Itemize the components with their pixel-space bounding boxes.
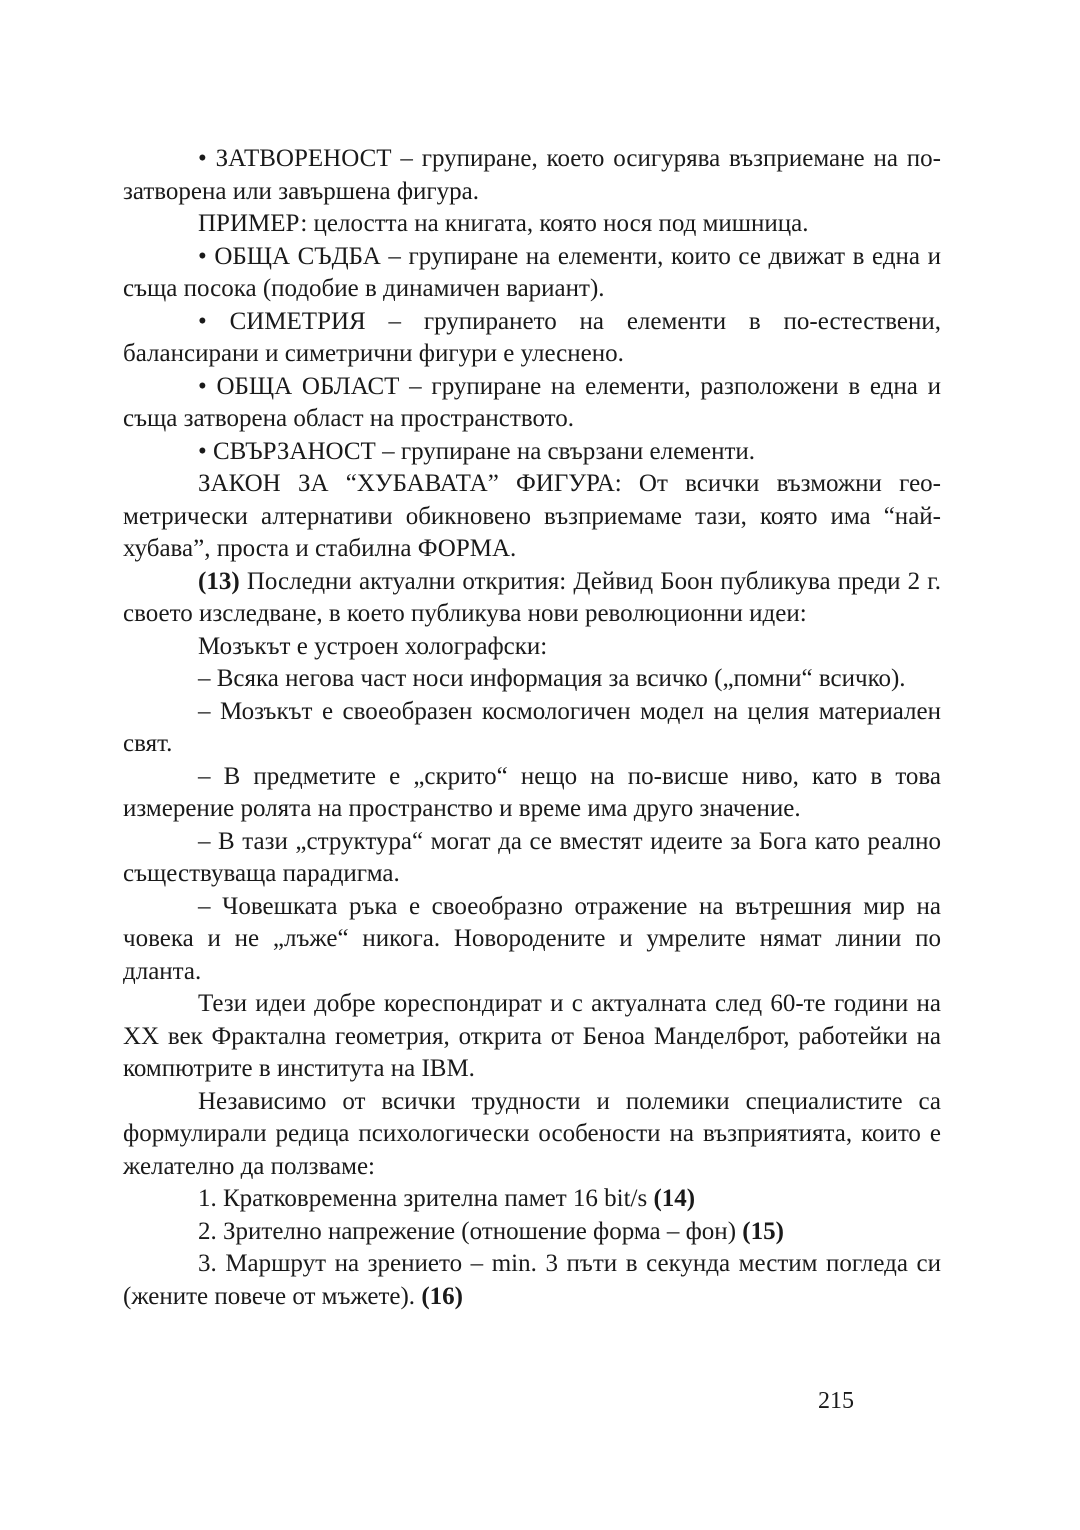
- list-item: [123, 891, 941, 989]
- page-number: 215: [818, 1388, 854, 1414]
- paragraph-text: – Човешката ръка е своеобразно отражение на вътрешния мир на човека и не „лъже“ никога. Новородените и умрелите нямат линии по дланта.: [123, 892, 941, 985]
- numbered-item: [123, 1183, 941, 1216]
- numbered-item: [123, 1248, 941, 1313]
- paragraph-text: 2. Зрително напрежение (отношение форма – фон): [198, 1217, 743, 1245]
- page-body: [123, 143, 941, 1313]
- paragraph-text: 3. Маршрут на зрението – min. 3 пъти в секунда местим погледа си (жените повече от мъжете).: [123, 1250, 941, 1310]
- paragraph-recent-discoveries: [123, 566, 941, 631]
- paragraph-common-region: [123, 371, 941, 436]
- paragraph-text: 1. Кратковременна зрителна памет 16 bit/s: [198, 1185, 654, 1212]
- paragraph-text: • СВЪРЗАНОСТ – групиране на свързани елементи.: [198, 437, 756, 465]
- list-item: [123, 663, 941, 696]
- list-item: [123, 826, 941, 891]
- paragraph-perception-features: [123, 1086, 941, 1184]
- paragraph-holographic-brain: [123, 631, 941, 664]
- list-item: [123, 761, 941, 826]
- paragraph-text: – Всяка негова част носи информация за всичко („помни“ всичко).: [198, 665, 906, 692]
- reference-number: (16): [421, 1282, 463, 1310]
- paragraph-text: – В тази „структура“ могат да се вместят идеите за Бога като реално съществуваща парадигма.: [123, 827, 941, 887]
- paragraph-text: • СИМЕТРИЯ – групирането на елементи в по-естествени, балансирани и симетрични фигури е улеснено.: [123, 307, 941, 367]
- paragraph-text: • ОБЩА ОБЛАСТ – групиране на елементи, разположени в една и съща затворена област на пространството.: [123, 372, 941, 432]
- paragraph-text: Последни актуални открития: Дейвид Боон публикува преди 2 г. своето изследване, в което публикува нови революционни идеи:: [123, 567, 941, 627]
- paragraph-text: • ОБЩА СЪДБА – групиране на елементи, които се движат в една и съща посока (подобие в динамичен вариант).: [123, 242, 941, 302]
- paragraph-text: – Мозъкът е своеобразен космологичен модел на целия материален свят.: [123, 697, 941, 757]
- numbered-item: [123, 1216, 941, 1249]
- paragraph-example: [123, 208, 941, 241]
- paragraph-text: – В предметите е „скрито“ нещо на по-висше ниво, като в това измерение ролята на пространство и време има друго значение.: [123, 762, 941, 822]
- paragraph-text: ЗАКОН ЗА “ХУБАВАТА” ФИГУРА: От всички възможни геометрически алтернативи обикновено възприемаме тази, която има “най-хубава”, проста и стабилна ФОРМА.: [123, 470, 941, 562]
- list-item: [123, 696, 941, 761]
- paragraph-closure: [123, 143, 941, 208]
- paragraph-text: Тези идеи добре кореспондират и с актуалната след 60-те години на XX век Фрактална геометрия, открита от Беноа Манделброт, работейки на компютрите в института на IBM.: [123, 990, 941, 1082]
- paragraph-common-fate: [123, 241, 941, 306]
- paragraph-text: ПРИМЕР: целостта на книгата, която нося под мишница.: [198, 210, 809, 237]
- paragraph-symmetry: [123, 306, 941, 371]
- paragraph-text: Мозъкът е устроен холографски:: [198, 632, 548, 660]
- reference-number: (14): [653, 1185, 696, 1212]
- paragraph-text: Независимо от всички трудности и полемики специалистите са формулирали редица психологически особености на възприятията, които е желателно да ползваме:: [123, 1087, 941, 1180]
- reference-number: (15): [742, 1217, 784, 1245]
- paragraph-good-figure-law: [123, 468, 941, 566]
- paragraph-fractal-geometry: [123, 988, 941, 1086]
- paragraph-text: • ЗАТВОРЕНОСТ – групиране, което осигурява възприемане на по-затворена или завършена фигура.: [123, 145, 941, 205]
- paragraph-connectedness: [123, 436, 941, 469]
- reference-number: (13): [198, 567, 240, 595]
